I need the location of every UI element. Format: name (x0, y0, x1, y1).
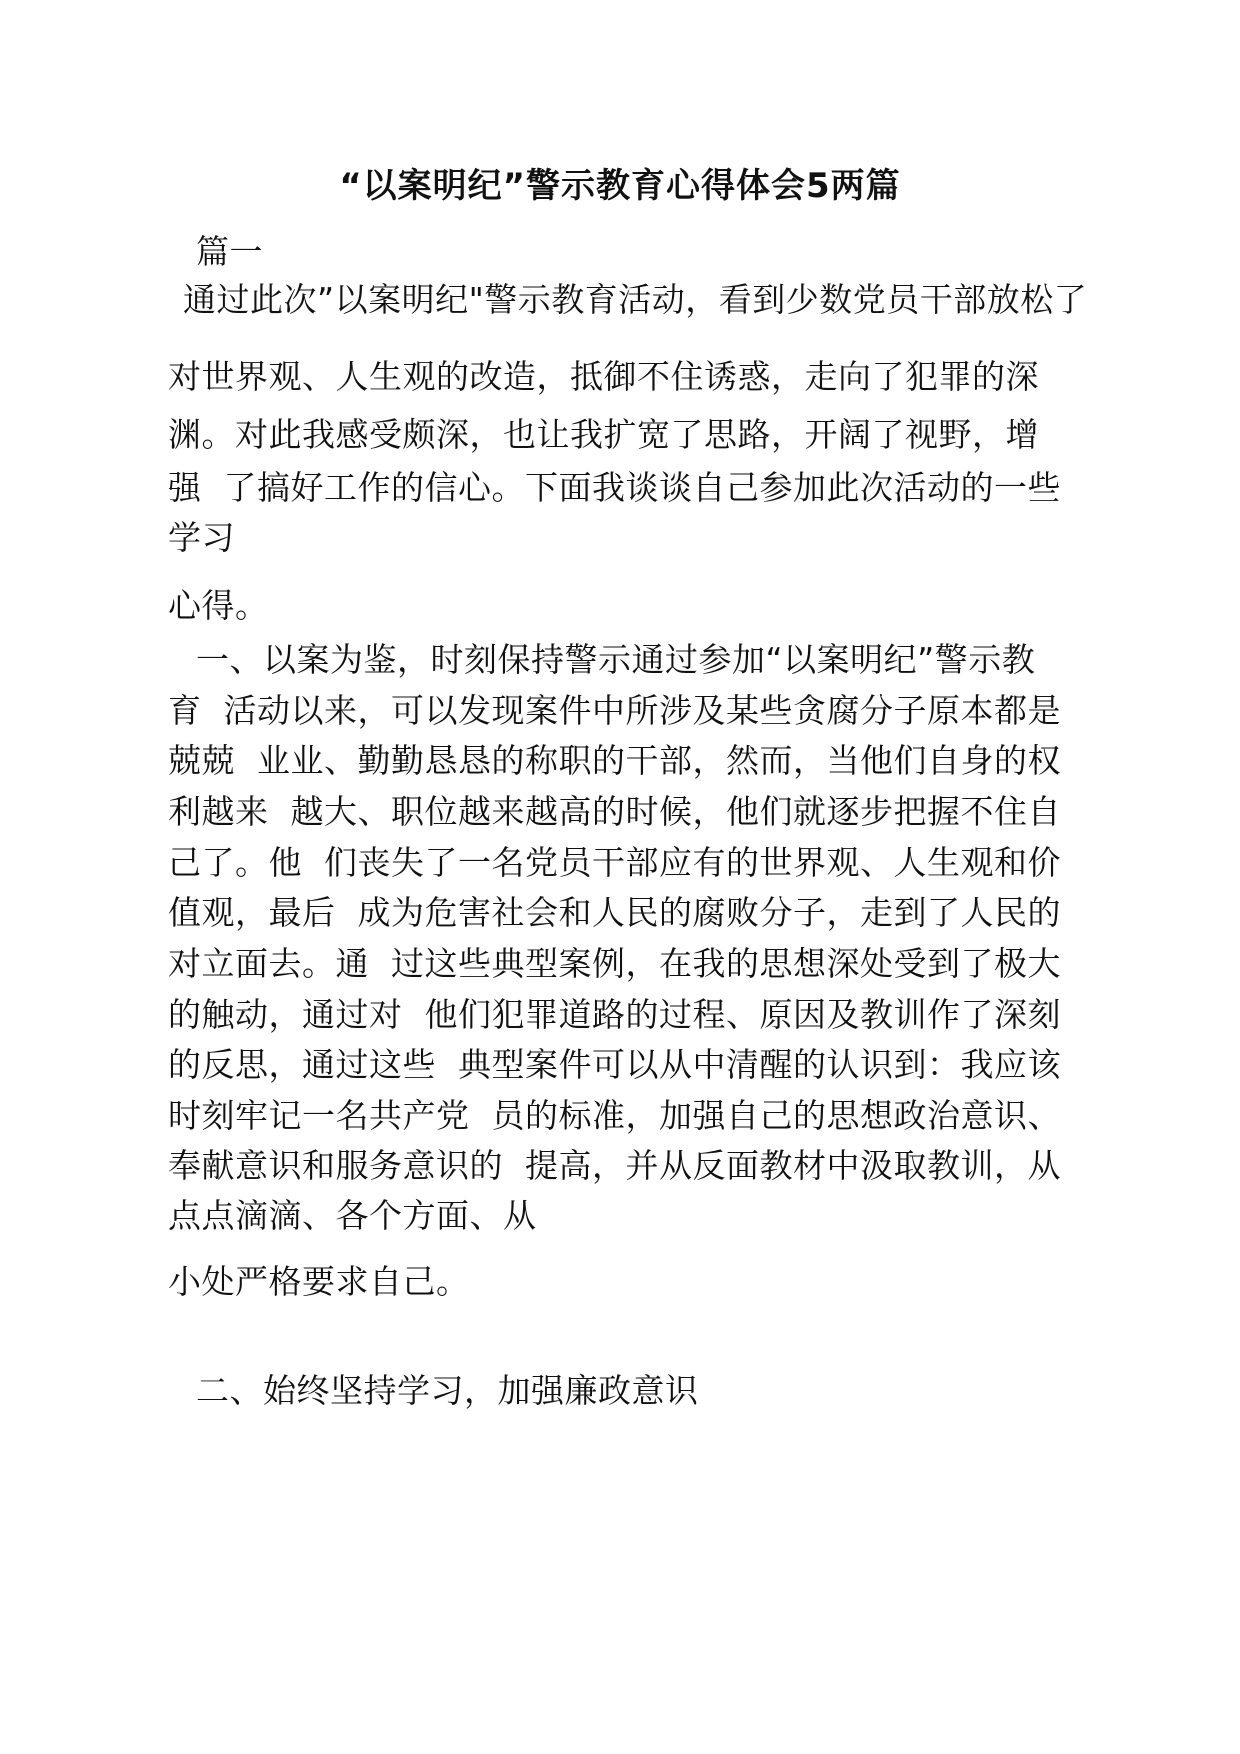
paragraph-line: 育 活动以来，可以发现案件中所涉及某些贪腐分子原本都是 (168, 691, 1061, 730)
paragraph-line: 点点滴滴、各个方面、从 (168, 1196, 537, 1235)
paragraph-line: 强 了搞好工作的信心。下面我谈谈自己参加此次活动的一些 (168, 468, 1061, 507)
section-heading-part-one: 篇一 (196, 232, 263, 271)
paragraph-line: 值观，最后 成为危害社会和人民的腐败分子，走到了人民的 (168, 893, 1061, 932)
paragraph-line: 对世界观、人生观的改造，抵御不住诱惑，走向了犯罪的深 (168, 357, 1039, 396)
paragraph-line: 奉献意识和服务意识的 提高，并从反面教材中汲取教训，从 (168, 1146, 1061, 1185)
paragraph-line: 心得。 (168, 586, 269, 625)
document-title: “以案明纪”警示教育心得体会5两篇 (339, 166, 901, 206)
paragraph-line: 对立面去。通 过这些典型案例，在我的思想深处受到了极大 (168, 944, 1061, 983)
paragraph-line: 的触动，通过对 他们犯罪道路的过程、原因及教训作了深刻 (168, 995, 1061, 1034)
paragraph-line: 利越来 越大、职位越来越高的时候，他们就逐步把握不住自 (168, 792, 1061, 831)
section-heading-two: 二、始终坚持学习，加强廉政意识 (196, 1371, 699, 1410)
paragraph-line: 小处严格要求自己。 (168, 1262, 470, 1301)
paragraph-line: 己了。他 们丧失了一名党员干部应有的世界观、人生观和价 (168, 843, 1061, 882)
paragraph-line: 兢兢 业业、勤勤恳恳的称职的干部，然而，当他们自身的权 (168, 741, 1061, 780)
paragraph-line: 学习 (168, 518, 235, 557)
section-heading-one: 一、以案为鉴，时刻保持警示通过参加“以案明纪”警示教 (196, 640, 1036, 679)
paragraph-line: 时刻牢记一名共产党 员的标准，加强自己的思想政治意识、 (168, 1096, 1061, 1135)
paragraph-line: 的反思，通过这些 典型案件可以从中清醒的认识到：我应该 (168, 1045, 1061, 1084)
paragraph-line: 渊。对此我感受颇深，也让我扩宽了思路，开阔了视野，增 (168, 415, 1039, 454)
paragraph-line: 通过此次”以案明纪"警示教育活动，看到少数党员干部放松了 (183, 280, 1088, 319)
